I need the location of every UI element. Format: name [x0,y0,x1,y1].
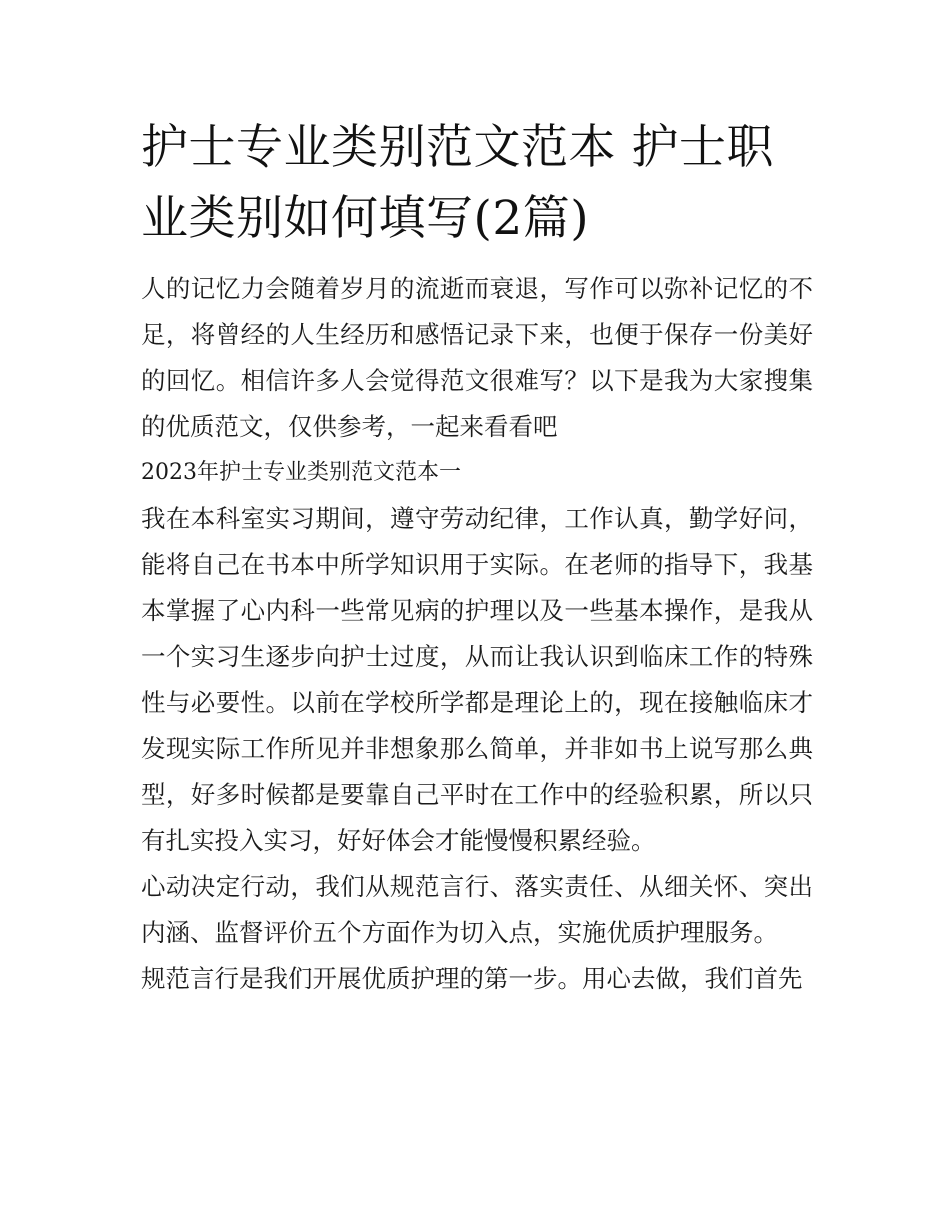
body-paragraph-1: 我在本科室实习期间，遵守劳动纪律，工作认真，勤学好问，能将自己在书本中所学知识用于实际。在老师的指导下，我基本掌握了心内科一些常见病的护理以及一些基本操作，是我从一个实习生逐步向护士过度，从而让我认识到临床工作的特殊性与必要性。以前在学校所学都是理论上的，现在接触临床才发现实际工作所见并非想象那么简单，并非如书上说写那么典型，好多时候都是要靠自己平时在工作中的经验积累，所以只有扎实投入实习，好好体会才能慢慢积累经验。 [141,504,813,855]
document-content [141,112,813,1002]
intro-paragraph: 人的记忆力会随着岁月的流逝而衰退，写作可以弥补记忆的不足，将曾经的人生经历和感悟记录下来，也便于保存一份美好的回忆。相信许多人会觉得范文很难写？以下是我为大家搜集的优质范文，仅供参考，一起来看看吧 [141,274,813,441]
body-paragraph-3: 规范言行是我们开展优质护理的第一步。用心去做，我们首先 [141,964,803,993]
document-title: 护士专业类别范文范本 护士职业类别如何填写(2篇) [141,120,774,246]
title-spacer [141,254,813,266]
section-heading: 2023年护士专业类别范文范本一 [141,460,461,485]
body-paragraph-2: 心动决定行动，我们从规范言行、落实责任、从细关怀、突出内涵、监督评价五个方面作为切入点，实施优质护理服务。 [141,872,813,947]
